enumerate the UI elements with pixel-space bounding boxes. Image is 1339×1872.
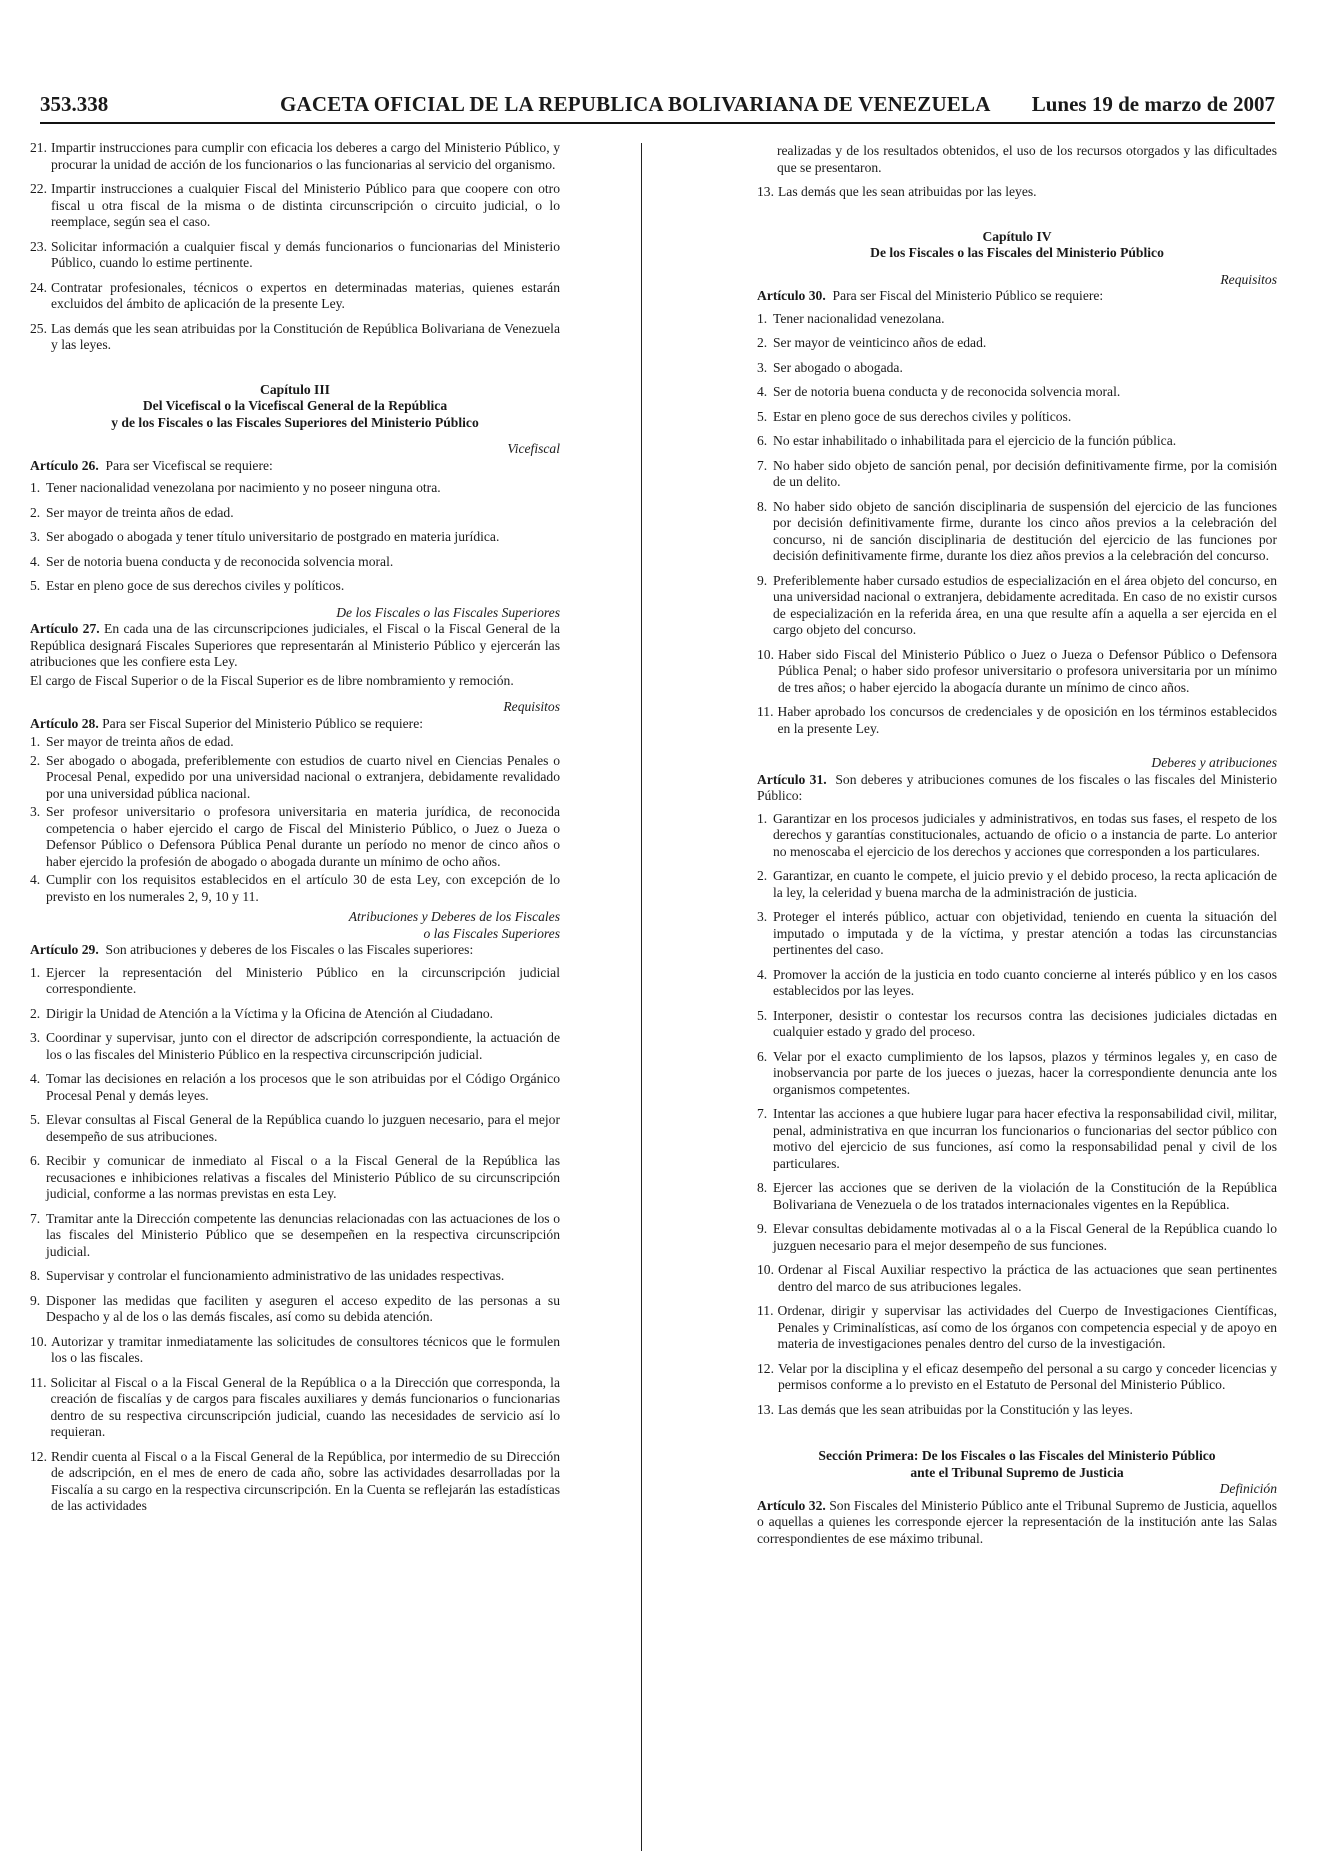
item-text: Recibir y comunicar de inmediato al Fiscal o a la Fiscal General de la República las recusaciones e inhibiciones relativas a fiscales del Ministerio Público de su circunscripción judicial, conforme a las normas previstas en esta Ley.	[46, 1153, 560, 1201]
item-text: Velar por el exacto cumplimiento de los lapsos, plazos y términos legales y, en caso de inobservancia por parte de los jueces o juezas, hacer la correspondiente denuncia ante los organismos competentes.	[773, 1048, 1277, 1097]
item-number: 4.	[30, 1071, 41, 1086]
list-item	[757, 573, 1277, 639]
list-item	[30, 1293, 560, 1326]
chapter-title-line: De los Fiscales o las Fiscales del Ministerio Público	[870, 245, 1164, 260]
list-item	[757, 1106, 1277, 1172]
side-heading: Vicefiscal	[507, 441, 560, 456]
item-number: 22.	[30, 181, 47, 196]
item-number: 3.	[30, 804, 41, 819]
list-art29-items	[30, 965, 560, 1515]
list-item	[30, 480, 560, 497]
article-label: Artículo 27.	[30, 621, 100, 636]
item-text: Impartir instrucciones a cualquier Fiscal del Ministerio Público para que coopere con otro fiscal u otra fiscal de la misma o de distinta circunscripción o circuito judicial, o lo reemplace, según sea el caso.	[51, 181, 560, 229]
item-text: Estar en pleno goce de sus derechos civiles y políticos.	[46, 578, 345, 593]
item-text: Ser abogado o abogada, preferiblemente con estudios de cuarto nivel en Ciencias Penales o Procesal Penal, expedido por una universidad nacional o extranjera, debidamente revalidado por una universidad pública nacional.	[46, 752, 560, 801]
item-number: 11.	[757, 1303, 774, 1318]
list-item	[30, 1006, 560, 1023]
list-item	[757, 1303, 1277, 1353]
article-label: Artículo 26.	[30, 457, 99, 473]
article-27-paragraph: El cargo de Fiscal Superior o de la Fiscal Superior es de libre nombramiento y remoción.	[30, 672, 514, 688]
item-number: 9.	[757, 572, 768, 588]
article-29-item-12-continuation: realizadas y de los resultados obtenidos, el uso de los recursos otorgados y las dificultades que se presentaron.	[777, 143, 1277, 175]
item-number: 7.	[30, 1210, 41, 1226]
item-number: 5.	[757, 408, 768, 424]
item-number: 9.	[30, 1292, 41, 1308]
item-text: Garantizar en los procesos judiciales y administrativos, en todas sus fases, el respeto de los derechos y garantías constitucionales, actuando de oficio o a instancia de parte. Lo anterior no menoscaba el ejercicio de los derechos y acciones que corresponden a los particulares.	[773, 810, 1277, 859]
side-heading: De los Fiscales o las Fiscales Superiores	[336, 604, 560, 620]
section-1-heading	[757, 1448, 1277, 1481]
article-31	[757, 772, 1277, 805]
item-text: Preferiblemente haber cursado estudios de especialización en el área objeto del concurso, en una universidad nacional o extranjera, debidamente acreditada. En caso de no existir cursos de especialización en la referida área, en una que resulte afín a aquella a ser ejercida en el cargo objeto del concurso.	[773, 572, 1277, 637]
list-item	[757, 1008, 1277, 1041]
article-29	[30, 942, 560, 959]
list-item	[30, 965, 560, 998]
item-text: Ser abogado o abogada.	[773, 359, 903, 375]
item-number: 5.	[30, 1112, 41, 1127]
item-text: No haber sido objeto de sanción penal, por decisión definitivamente firme, por la comisión de un delito.	[773, 457, 1277, 489]
item-text: Ser de notoria buena conducta y de reconocida solvencia moral.	[773, 384, 1121, 399]
section-title-line: ante el Tribunal Supremo de Justicia	[910, 1464, 1124, 1480]
list-item	[30, 321, 560, 354]
chapter-4-heading	[757, 229, 1277, 262]
item-number: 23.	[30, 238, 47, 254]
item-number: 10.	[757, 646, 774, 662]
item-number: 12.	[757, 1360, 774, 1376]
article-text: Son atribuciones y deberes de los Fiscales o las Fiscales superiores:	[105, 942, 474, 957]
list-item	[30, 1112, 560, 1145]
item-number: 3.	[757, 359, 768, 375]
list-item	[30, 529, 560, 546]
page-header	[40, 90, 1275, 124]
list-item	[757, 335, 1277, 352]
list-art31-items	[757, 811, 1277, 1419]
list-art28-items	[30, 734, 560, 905]
item-number: 10.	[757, 1262, 774, 1277]
list-item	[30, 872, 560, 905]
item-text: Coordinar y supervisar, junto con el director de adscripción correspondiente, la actuación de los o las fiscales del Ministerio Público en la respectiva circunscripción judicial.	[46, 1030, 560, 1062]
item-number: 3.	[30, 529, 41, 544]
item-text: Ser mayor de treinta años de edad.	[46, 504, 234, 520]
list-item	[757, 384, 1277, 401]
item-number: 11.	[757, 704, 774, 719]
article-27	[30, 621, 560, 671]
item-number: 11.	[30, 1374, 47, 1390]
list-item	[30, 1334, 560, 1367]
item-text: Ser mayor de veinticinco años de edad.	[773, 335, 987, 350]
item-text: Ejercer las acciones que se deriven de la violación de la Constitución de la República Bolivariana de Venezuela o de los tratados internacionales vigentes en la República.	[773, 1180, 1277, 1212]
item-number: 10.	[30, 1333, 47, 1349]
chapter-title-line: Del Vicefiscal o la Vicefiscal General de la República	[142, 398, 448, 413]
item-text: Cumplir con los requisitos establecidos en el artículo 30 de esta Ley, con excepción de lo previsto en los numerales 2, 9, 10 y 11.	[46, 872, 560, 904]
item-text: Autorizar y tramitar inmediatamente las solicitudes de consultores técnicos que le formulen los o las fiscales.	[51, 1333, 560, 1365]
item-number: 24.	[30, 279, 47, 295]
side-heading: o las Fiscales Superiores	[423, 925, 560, 941]
item-number: 1.	[757, 810, 768, 826]
item-number: 6.	[30, 1153, 41, 1168]
issue-date: Lunes 19 de marzo de 2007	[1031, 92, 1275, 116]
side-heading: Deberes y atribuciones	[1151, 755, 1277, 770]
side-heading: Definición	[1219, 1481, 1277, 1496]
item-text: No haber sido objeto de sanción disciplinaria de suspensión del ejercicio de las funciones por decisión definitivamente firme, durante los cinco años previos a la celebración del concurso, ni de sanción disciplinaria de destitución del ejercicio de las funciones por decisión definitivamente firme, durante los diez años previos a la celebración del concurso.	[773, 498, 1277, 563]
item-text: Ser abogado o abogada y tener título universitario de postgrado en materia jurídica.	[46, 529, 500, 544]
list-item	[757, 433, 1277, 450]
item-text: Interponer, desistir o contestar los recursos contra las decisiones judiciales dictadas en cualquier estado y grado del proceso.	[773, 1007, 1277, 1039]
list-item	[30, 505, 560, 522]
section-title-line: Sección Primera: De los Fiscales o las Fiscales del Ministerio Público	[818, 1448, 1216, 1463]
item-number: 25.	[30, 320, 47, 336]
list-item	[757, 311, 1277, 328]
item-text: Ordenar, dirigir y supervisar las actividades del Cuerpo de Investigaciones Científicas, Penales y Criminalísticas, así como de los órganos con competencia especial y de apoyo en materia de investigaciones penales dentro del curso de la investigación.	[777, 1303, 1277, 1351]
item-number: 2.	[30, 752, 41, 768]
list-item	[30, 1375, 560, 1441]
list-item	[30, 1211, 560, 1261]
list-item	[30, 239, 560, 272]
article-26	[30, 458, 560, 475]
item-number: 12.	[30, 1448, 47, 1464]
article-label: Artículo 29.	[30, 942, 99, 957]
item-number: 7.	[757, 457, 768, 473]
side-heading: Requisitos	[503, 699, 560, 714]
item-number: 4.	[30, 872, 41, 887]
item-text: Haber sido Fiscal del Ministerio Público o Juez o Jueza o Defensor Público o Defensora Pública Penal; o haber sido profesor universitario o profesora universitaria por un mínimo de tres años; o haber ejercido la abogacía durante un mínimo de cinco años.	[778, 646, 1277, 695]
item-number: 7.	[757, 1106, 768, 1121]
article-text: Son Fiscales del Ministerio Público ante el Tribunal Supremo de Justicia, aquellos o aquellas a quienes les corresponde ejercer la representación de la institución ante las Salas correspondientes de ese máximo tribunal.	[757, 1497, 1277, 1546]
item-number: 2.	[757, 335, 768, 350]
item-text: Haber aprobado los concursos de credenciales y de oposición en los términos establecidos en la presente Ley.	[777, 704, 1277, 736]
article-text: Para ser Fiscal del Ministerio Público se requiere:	[832, 288, 1104, 303]
item-text: Promover la acción de la justicia en todo cuanto concierne al interés público y en los casos establecidos por las leyes.	[773, 966, 1277, 998]
list-item	[757, 967, 1277, 1000]
list-art25-items	[30, 140, 560, 354]
list-item	[757, 1221, 1277, 1254]
list-item	[757, 1180, 1277, 1213]
list-item	[30, 1153, 560, 1203]
item-number: 2.	[30, 1005, 41, 1021]
side-heading: Requisitos	[1220, 271, 1277, 287]
article-label: Artículo 30.	[757, 288, 826, 303]
item-text: Solicitar al Fiscal o a la Fiscal General de la República o a la Dirección que corresponda, la creación de fiscalías y de cargos para fiscales auxiliares y demás funcionarios o funcionarias dentro de su respectiva circunscripción judicial, cuando las necesidades de servicio así lo requieran.	[50, 1374, 560, 1439]
item-number: 21.	[30, 140, 47, 155]
list-item	[30, 1030, 560, 1063]
list-item	[30, 734, 560, 751]
list-item	[757, 1262, 1277, 1295]
list-item	[757, 704, 1277, 737]
item-text: Elevar consultas debidamente motivadas al o a la Fiscal General de la República cuando lo juzguen necesario para el mejor desempeño de sus funciones.	[773, 1221, 1277, 1253]
list-item	[30, 280, 560, 313]
item-number: 4.	[30, 553, 41, 569]
list-item	[30, 578, 560, 595]
item-text: Proteger el interés público, actuar con objetividad, teniendo en cuenta la situación del imputado o imputada y de la víctima, y prestar atención a todas las circunstancias pertinentes del caso.	[773, 909, 1277, 957]
item-text: Tener nacionalidad venezolana.	[773, 310, 945, 326]
article-32	[757, 1498, 1277, 1548]
item-text: Tener nacionalidad venezolana por nacimiento y no poseer ninguna otra.	[46, 480, 441, 495]
item-text: Impartir instrucciones para cumplir con eficacia los deberes a cargo del Ministerio Público, y procurar la unidad de acción de los funcionarios o las funcionarias al servicio del organismo.	[51, 140, 560, 172]
item-text: Ser profesor universitario o profesora universitaria en materia jurídica, de reconocida competencia o haber ejercido el cargo de Fiscal del Ministerio Público, o Juez o Jueza o Defensor Público o Defensora Pública Penal durante un período no menor de cinco años o haber ejercido la profesión de abogado o abogada durante un mínimo de ocho años.	[46, 804, 560, 869]
article-label: Artículo 31.	[757, 771, 827, 787]
item-number: 2.	[757, 868, 768, 883]
item-text: Contratar profesionales, técnicos o expertos en determinadas materias, quienes estarán excluidos del ámbito de aplicación de la presente Ley.	[51, 279, 560, 311]
article-text: En cada una de las circunscripciones judiciales, el Fiscal o la Fiscal General de la República designará Fiscales Superiores que representarán al Ministerio Público y ejercerán las atribuciones que les confiere esta Ley.	[30, 621, 560, 669]
gazette-title: GACETA OFICIAL DE LA REPUBLICA BOLIVARIANA DE VENEZUELA	[280, 92, 991, 116]
item-text: Rendir cuenta al Fiscal o a la Fiscal General de la República, por intermedio de su Dirección de adscripción, en el mes de enero de cada año, sobre las actividades desarrolladas por la Fiscalía a su cargo en la respectiva circunscripción. En la Cuenta se reflejarán las estadísticas de las actividades	[51, 1448, 560, 1513]
list-item	[30, 1071, 560, 1104]
item-number: 13.	[757, 184, 774, 199]
item-number: 5.	[757, 1007, 768, 1023]
item-number: 8.	[30, 1268, 41, 1283]
column-divider	[641, 143, 642, 1851]
item-number: 9.	[757, 1221, 768, 1236]
item-text: Dirigir la Unidad de Atención a la Víctima y la Oficina de Atención al Ciudadano.	[46, 1005, 494, 1021]
article-30	[757, 288, 1277, 305]
list-item	[30, 554, 560, 571]
item-text: Supervisar y controlar el funcionamiento administrativo de las unidades respectivas.	[46, 1268, 505, 1283]
list-item	[757, 360, 1277, 377]
item-number: 13.	[757, 1401, 774, 1417]
item-number: 3.	[757, 909, 768, 924]
item-text: Solicitar información a cualquier fiscal y demás funcionarios o funcionarias del Ministerio Público, cuando lo estime pertinente.	[51, 238, 560, 270]
article-text: Para ser Fiscal Superior del Ministerio Público se requiere:	[102, 715, 424, 731]
article-text: Para ser Vicefiscal se requiere:	[105, 457, 273, 473]
item-number: 5.	[30, 578, 41, 593]
list-item	[757, 811, 1277, 861]
item-text: Las demás que les sean atribuidas por las leyes.	[778, 184, 1037, 199]
list-item	[757, 499, 1277, 565]
list-item	[757, 647, 1277, 697]
list-item	[757, 458, 1277, 491]
article-label: Artículo 28.	[30, 715, 99, 731]
item-number: 3.	[30, 1030, 41, 1045]
right-column	[757, 143, 1277, 1553]
item-number: 4.	[757, 966, 768, 982]
item-text: Ordenar al Fiscal Auxiliar respectivo la práctica de las actuaciones que sean pertinentes dentro del marco de sus atribuciones legales.	[778, 1262, 1277, 1294]
item-text: Intentar las acciones a que hubiere lugar para hacer efectiva la responsabilidad civil, militar, penal, administrativa en que incurran los funcionarios o funcionarias del sector público con motivo del ejercicio de sus funciones, así como la responsabilidad penal y civil de los particulares.	[773, 1106, 1277, 1171]
item-number: 1.	[30, 734, 41, 749]
list-item	[30, 753, 560, 803]
item-text: Tomar las decisiones en relación a los procesos que le son atribuidas por el Código Orgánico Procesal Penal y demás leyes.	[46, 1071, 560, 1103]
item-text: Ser de notoria buena conducta y de reconocida solvencia moral.	[46, 553, 394, 569]
item-number: 1.	[30, 480, 41, 495]
item-number: 6.	[757, 1048, 768, 1064]
list-item	[30, 804, 560, 870]
chapter-number: Capítulo IV	[982, 228, 1052, 244]
item-text: Ser mayor de treinta años de edad.	[46, 734, 234, 749]
left-column	[30, 140, 560, 1523]
item-text: Velar por la disciplina y el eficaz desempeño del personal a su cargo y conceder licencias y permisos conforme a lo previsto en el Estatuto de Personal del Ministerio Público.	[778, 1360, 1277, 1392]
item-text: Disponer las medidas que faciliten y aseguren el acceso expedito de las personas a su Despacho y al de los o las demás fiscales, así como su debida atención.	[46, 1292, 560, 1324]
list-item	[757, 868, 1277, 901]
list-art30-items	[757, 311, 1277, 738]
list-item	[30, 1449, 560, 1515]
item-text: No estar inhabilitado o inhabilitada para el ejercicio de la función pública.	[773, 433, 1177, 448]
list-item	[757, 1361, 1277, 1394]
chapter-3-heading	[30, 382, 560, 432]
item-text: Elevar consultas al Fiscal General de la República cuando lo juzguen necesario, para el mejor desempeño de sus atribuciones.	[46, 1112, 560, 1144]
item-number: 1.	[30, 964, 41, 980]
article-label: Artículo 32.	[757, 1497, 826, 1513]
list-item	[757, 1049, 1277, 1099]
item-number: 8.	[757, 498, 768, 514]
list-item	[757, 909, 1277, 959]
side-heading: Atribuciones y Deberes de los Fiscales	[348, 909, 560, 924]
item-text: Tramitar ante la Dirección competente las denuncias relacionadas con las actuaciones de los o las fiscales del Ministerio Público que se desempeñen en la respectiva circunscripción judicial.	[46, 1210, 560, 1259]
list-item	[30, 1268, 560, 1285]
item-number: 1.	[757, 310, 768, 326]
item-text: Las demás que les sean atribuidas por la Constitución y las leyes.	[778, 1401, 1133, 1417]
item-text: Estar en pleno goce de sus derechos civiles y políticos.	[773, 408, 1072, 424]
article-28	[30, 716, 560, 733]
item-text: Garantizar, en cuanto le compete, el juicio previo y el debido proceso, la recta aplicación de la ley, la celeridad y buena marcha de la administración de justicia.	[773, 868, 1277, 900]
list-item	[757, 184, 1277, 201]
item-number: 2.	[30, 504, 41, 520]
list-item	[30, 181, 560, 231]
item-number: 6.	[757, 433, 768, 448]
item-text: Las demás que les sean atribuidas por la Constitución de República Bolivariana de Venezuela y las leyes.	[51, 320, 560, 352]
article-text: Son deberes y atribuciones comunes de los fiscales o las fiscales del Ministerio Público:	[757, 771, 1277, 803]
list-art26-items	[30, 480, 560, 595]
item-number: 4.	[757, 384, 768, 399]
list-item	[757, 1402, 1277, 1419]
page-number: 353.338	[40, 92, 109, 116]
item-number: 8.	[757, 1180, 768, 1195]
list-item	[757, 409, 1277, 426]
chapter-number: Capítulo III	[260, 381, 330, 397]
chapter-title-line: y de los Fiscales o las Fiscales Superiores del Ministerio Público	[111, 414, 479, 430]
list-item	[30, 140, 560, 173]
item-text: Ejercer la representación del Ministerio Público en la circunscripción judicial correspondiente.	[46, 964, 560, 996]
